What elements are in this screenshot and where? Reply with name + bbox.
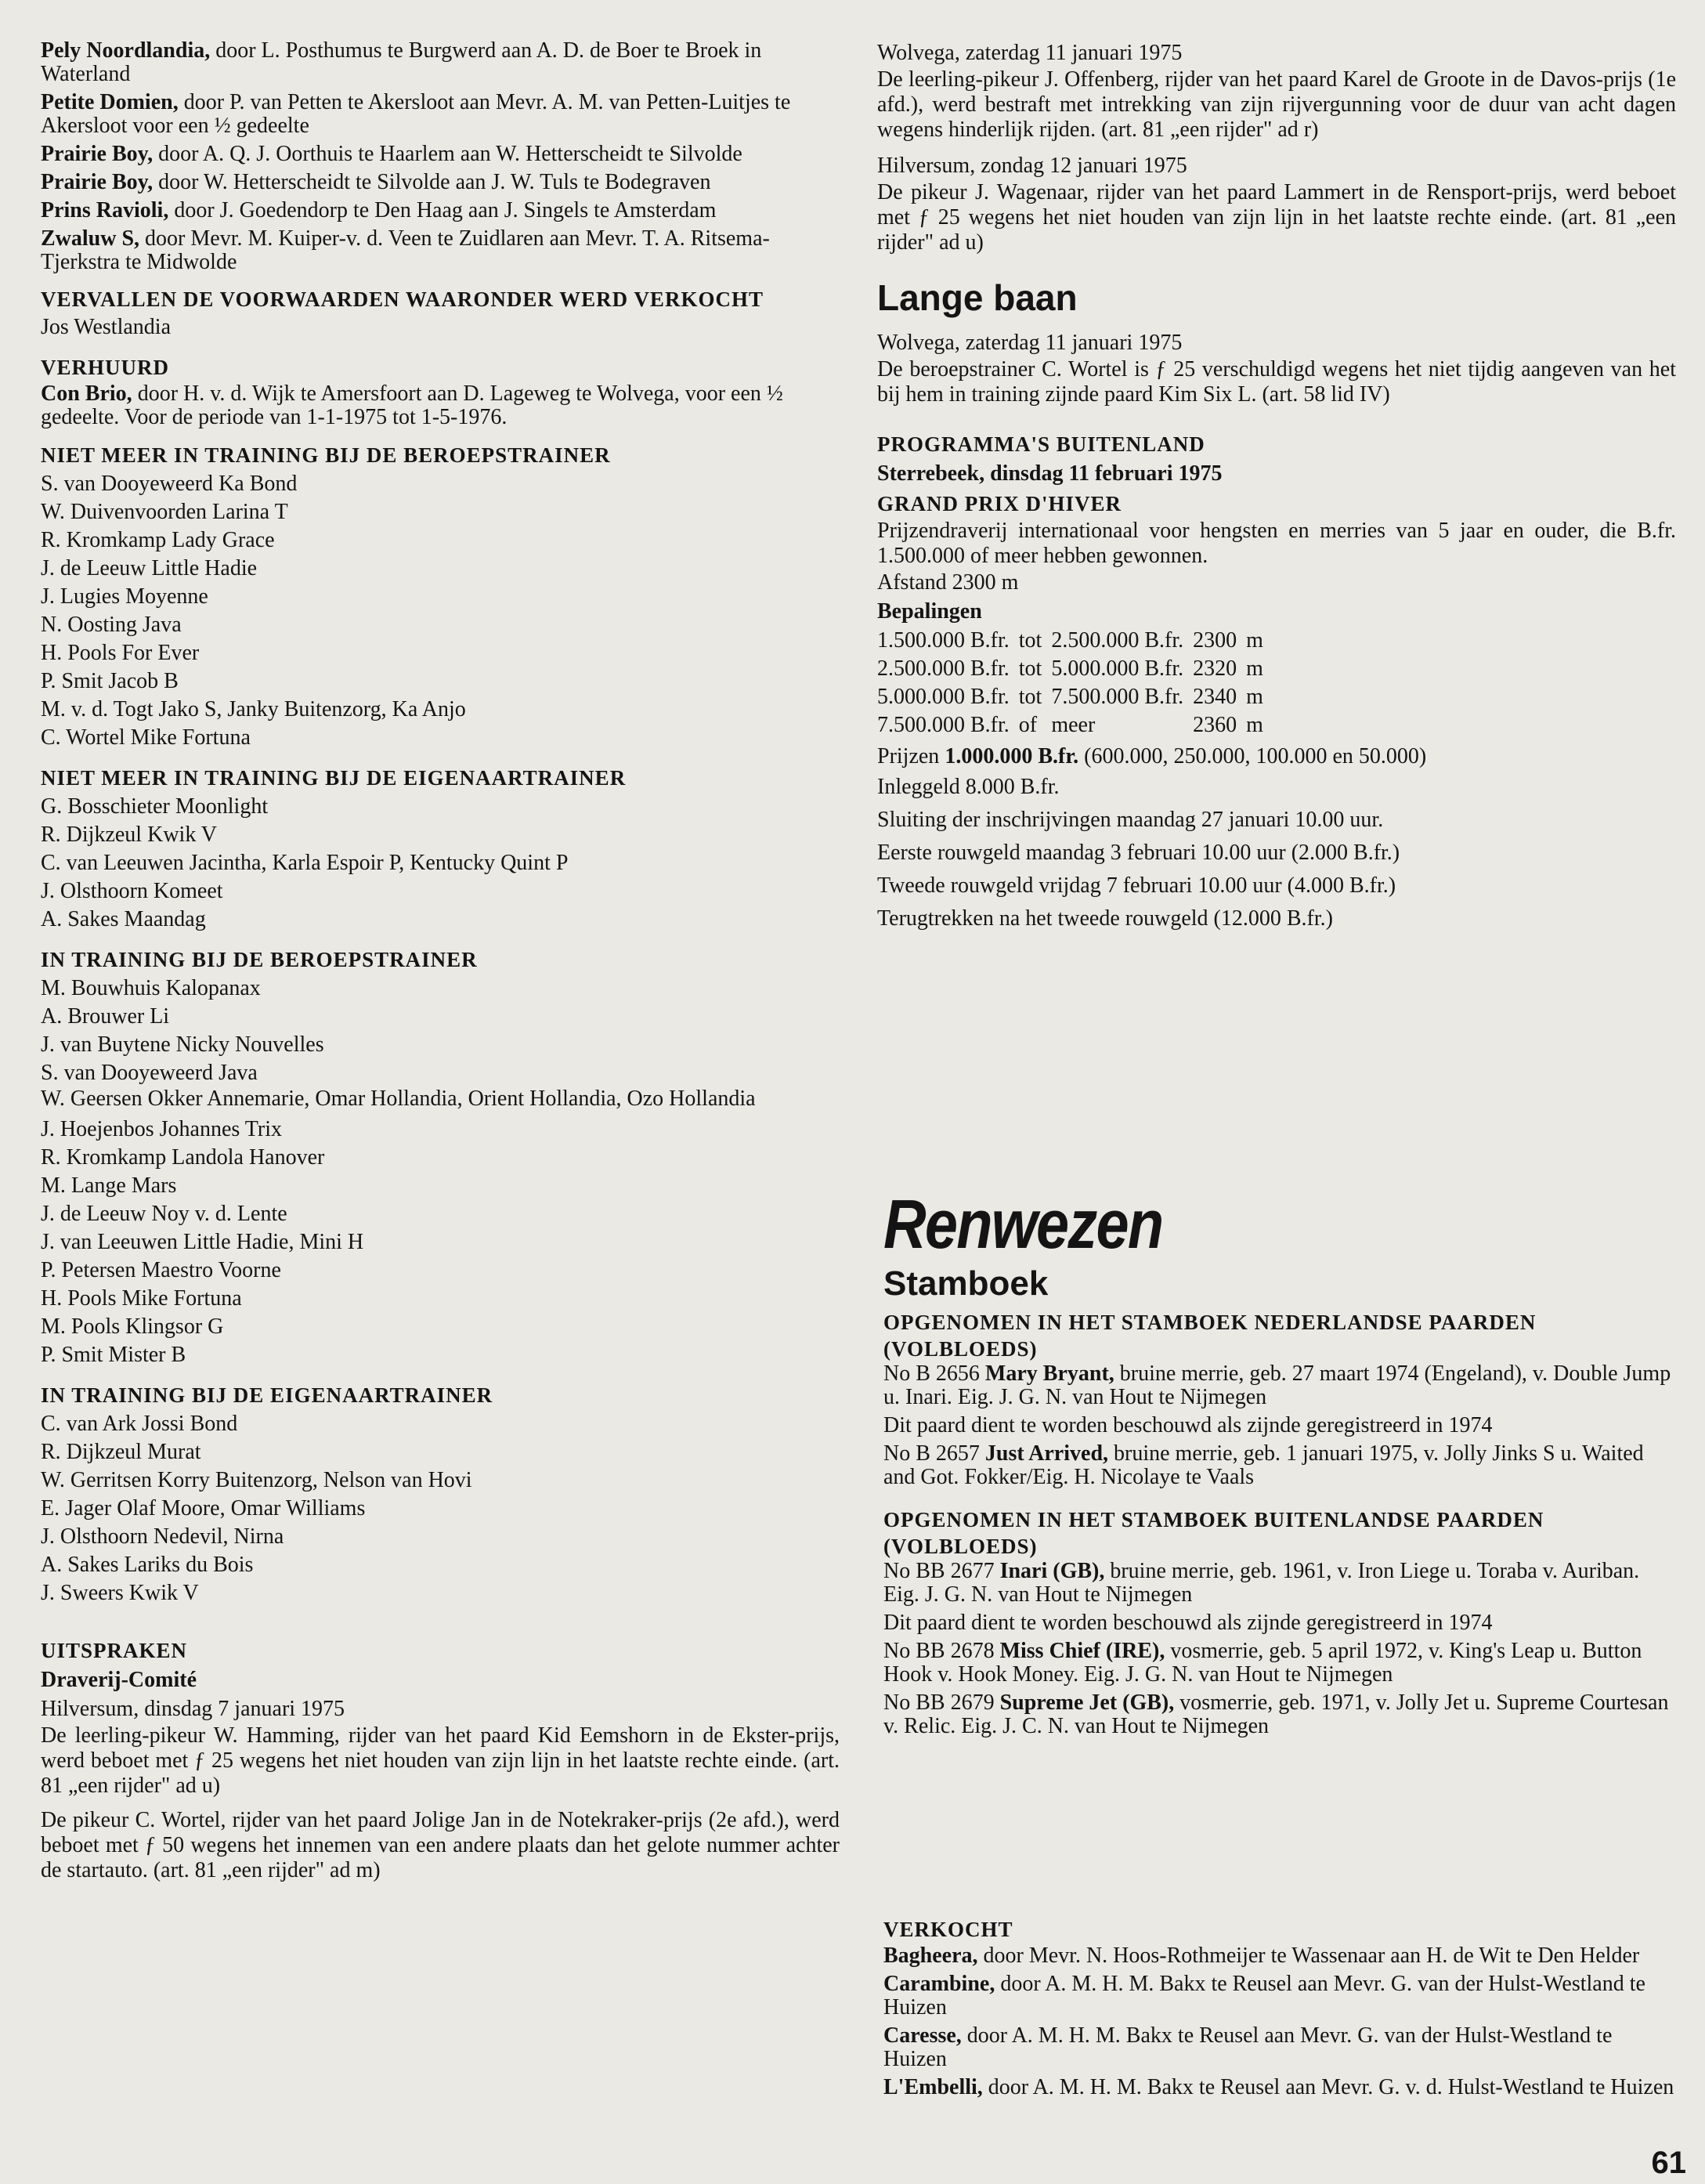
list-item: A. Sakes Maandag (41, 907, 206, 931)
paragraph: De pikeur C. Wortel, rijder van het paard Jolige Jan in de Notekraker-prijs (2e afd.), werd beboet met ƒ 50 wegens het innemen van een andere plaats dan het gelote nummer achter de startauto. (art. 81 „een rijder" ad m) (41, 1808, 840, 1882)
list-item: G. Bosschieter Moonlight (41, 794, 269, 819)
section-title: Lange baan (877, 277, 1078, 318)
paragraph: De leerling-pikeur J. Offenberg, rijder van het paard Karel de Groote in de Davos-prijs (1e afd.), werd bestraft met intrekking van zijn rijvergunning voor de duur van acht dagen wegens hinderlijk rijden. (art. 81 „een rijder" ad r) (877, 67, 1676, 142)
list-item: No B 2657 Just Arrived, bruine merrie, geb. 1 januari 1975, v. Jolly Jinks S u. Waited and Got. Fokker/Eig. H. Nicolaye te Vaals (883, 1441, 1644, 1489)
list-item: P. Petersen Maestro Voorne (41, 1258, 281, 1282)
list-item: Petite Domien, door P. van Petten te Akersloot aan Mevr. A. M. van Petten-Luitjes te Akersloot voor een ½ gedeelte (41, 90, 791, 138)
table-row: 1.500.000 B.fr. tot 2.500.000 B.fr. 2300 m (877, 628, 1263, 653)
list-item: N. Oosting Java (41, 613, 182, 637)
paragraph: Prijzendraverij internationaal voor hengsten en merries van 5 jaar en ouder, die B.fr. 1.500.000 of meer hebben gewonnen. (877, 519, 1676, 568)
left-column (41, 39, 840, 1886)
list-item: M. Pools Klingsor G (41, 1314, 224, 1339)
list-item: Jos Westlandia (41, 315, 171, 339)
list-item: J. de Leeuw Noy v. d. Lente (41, 1202, 287, 1226)
registry-list (883, 1362, 1676, 1489)
info-line: Terugtrekken na het tweede rouwgeld (12.000 B.fr.) (877, 906, 1333, 931)
info-line: Eerste rouwgeld maandag 3 februari 10.00 uur (2.000 B.fr.) (877, 841, 1400, 865)
section-heading: OPGENOMEN IN HET STAMBOEK BUITENLANDSE PAARDEN (VOLBLOEDS) (883, 1508, 1544, 1558)
section-heading: VERKOCHT (883, 1918, 1013, 1941)
list-item: No BB 2678 Miss Chief (IRE), vosmerrie, geb. 5 april 1972, v. King's Leap u. Button Hook v. Hook Money. Eig. J. G. N. van Hout te Nijmegen (883, 1639, 1642, 1687)
sold-list (883, 1944, 1676, 2099)
list-item: A. Sakes Lariks du Bois (41, 1553, 254, 1577)
distance-line: Afstand 2300 m (877, 570, 1019, 595)
list-item: A. Brouwer Li (41, 1004, 170, 1029)
list-item: C. van Ark Jossi Bond (41, 1412, 238, 1436)
list-item: J. de Leeuw Little Hadie (41, 556, 258, 580)
section-heading: VERVALLEN DE VOORWAARDEN WAARONDER WERD VERKOCHT (41, 287, 764, 311)
subheading: Bepalingen (877, 599, 982, 624)
page-number: 61 (1651, 2146, 1686, 2180)
table-row: 2.500.000 B.fr. tot 5.000.000 B.fr. 2320 m (877, 656, 1263, 681)
list-item: J. Hoejenbos Johannes Trix (41, 1117, 283, 1141)
subheading: Sterrebeek, dinsdag 11 februari 1975 (877, 461, 1223, 486)
right-column (877, 39, 1676, 935)
section-heading: IN TRAINING BIJ DE EIGENAARTRAINER (41, 1383, 493, 1407)
list-item: J. van Buytene Nicky Nouvelles (41, 1032, 324, 1057)
list-item: J. Sweers Kwik V (41, 1581, 199, 1605)
list-item: Prairie Boy, door W. Hetterscheidt te Silvolde aan J. W. Tuls te Bodegraven (41, 170, 711, 194)
list-item: J. Lugies Moyenne (41, 584, 208, 609)
section-title: Renwezen (883, 1185, 1163, 1263)
trainer-list (41, 974, 840, 1369)
list-item: Pely Noordlandia, door L. Posthumus te Burgwerd aan A. D. de Boer te Broek in Waterland (41, 38, 762, 86)
trainer-list (41, 470, 840, 752)
list-item: Prins Ravioli, door J. Goedendorp te Den Haag aan J. Singels te Amsterdam (41, 198, 717, 222)
list-item: H. Pools Mike Fortuna (41, 1286, 242, 1311)
list-item: Dit paard dient te worden beschouwd als zijnde geregistreerd in 1974 (883, 1413, 1493, 1437)
section-heading: NIET MEER IN TRAINING BIJ DE BEROEPSTRAINER (41, 443, 611, 467)
list-item: L'Embelli, door A. M. H. M. Bakx te Reusel aan Mevr. G. v. d. Hulst-Westland te Huizen (883, 2075, 1674, 2099)
section-heading: IN TRAINING BIJ DE BEROEPSTRAINER (41, 948, 478, 971)
list-item: M. Bouwhuis Kalopanax (41, 976, 261, 1000)
section-heading: OPGENOMEN IN HET STAMBOEK NEDERLANDSE PAARDEN (VOLBLOEDS) (883, 1311, 1537, 1361)
renwezen-section (883, 1187, 1676, 1743)
registry-list (883, 1560, 1676, 1738)
list-item: W. Duivenvoorden Larina T (41, 500, 288, 524)
section-heading: GRAND PRIX D'HIVER (877, 492, 1122, 515)
list-item: P. Smit Mister B (41, 1343, 186, 1367)
sold-list (41, 39, 840, 274)
list-item: Prairie Boy, door A. Q. J. Oorthuis te Haarlem aan W. Hetterscheidt te Silvolde (41, 142, 742, 166)
list-item: R. Kromkamp Lady Grace (41, 528, 275, 552)
list-item: S. van Dooyeweerd Ka Bond (41, 472, 298, 496)
list-item: R. Kromkamp Landola Hanover (41, 1145, 325, 1170)
list-item: J. Olsthoorn Komeet (41, 879, 223, 903)
paragraph: De leerling-pikeur W. Hamming, rijder van het paard Kid Eemshorn in de Ekster-prijs, werd beboet met ƒ 25 wegens het niet houden van zijn lijn in het laatste rechte einde. (art. 81 „een rijder" ad u) (41, 1723, 840, 1798)
list-item: C. Wortel Mike Fortuna (41, 725, 251, 750)
list-item: C. van Leeuwen Jacintha, Karla Espoir P, Kentucky Quint P (41, 851, 569, 875)
verkocht-section (883, 1915, 1676, 2104)
list-item: E. Jager Olaf Moore, Omar Williams (41, 1496, 366, 1520)
list-item: M. Lange Mars (41, 1173, 177, 1198)
date-line: Hilversum, zondag 12 januari 1975 (877, 154, 1187, 178)
subheading: Draverij-Comité (41, 1668, 197, 1692)
distance-table (877, 627, 1273, 739)
list-item: R. Dijkzeul Kwik V (41, 823, 218, 847)
section-heading: UITSPRAKEN (41, 1639, 188, 1662)
info-line: Inleggeld 8.000 B.fr. (877, 775, 1060, 799)
list-item: J. van Leeuwen Little Hadie, Mini H (41, 1230, 364, 1254)
info-line: Sluiting der inschrijvingen maandag 27 januari 10.00 uur. (877, 808, 1384, 832)
list-item: No BB 2677 Inari (GB), bruine merrie, geb. 1961, v. Iron Liege u. Toraba v. Auriban. Eig. J. G. N. van Hout te Nijmegen (883, 1559, 1640, 1607)
list-item: M. v. d. Togt Jako S, Janky Buitenzorg, Ka Anjo (41, 697, 466, 721)
list-item: H. Pools For Ever (41, 641, 200, 665)
list-item: P. Smit Jacob B (41, 669, 179, 693)
list-item: R. Dijkzeul Murat (41, 1440, 201, 1464)
section-heading: PROGRAMMA'S BUITENLAND (877, 432, 1205, 456)
list-item: No BB 2679 Supreme Jet (GB), vosmerrie, geb. 1971, v. Jolly Jet u. Supreme Courtesan v. Relic. Eig. J. C. N. van Hout te Nijmegen (883, 1690, 1669, 1738)
list-item: W. Gerritsen Korry Buitenzorg, Nelson van Hovi (41, 1468, 472, 1492)
list-item: Con Brio, door H. v. d. Wijk te Amersfoort aan D. Lageweg te Wolvega, voor een ½ gedeelte. Voor de periode van 1-1-1975 tot 1-5-1976. (41, 381, 783, 429)
list-item: Zwaluw S, door Mevr. M. Kuiper-v. d. Veen te Zuidlaren aan Mevr. T. A. Ritsema-Tjerkstra te Midwolde (41, 226, 770, 274)
trainer-list (41, 1410, 840, 1607)
date-line: Wolvega, zaterdag 11 januari 1975 (877, 41, 1183, 65)
date-line: Wolvega, zaterdag 11 januari 1975 (877, 331, 1183, 355)
table-row: 7.500.000 B.fr. of meer 2360 m (877, 713, 1263, 737)
list-item: W. Geersen Okker Annemarie, Omar Hollandia, Orient Hollandia, Ozo Hollandia (41, 1087, 756, 1111)
list-item: Caresse, door A. M. H. M. Bakx te Reusel aan Mevr. G. van der Hulst-Westland te Huizen (883, 2023, 1613, 2071)
paragraph: De pikeur J. Wagenaar, rijder van het paard Lammert in de Rensport-prijs, werd beboet met ƒ 25 wegens het niet houden van zijn lijn in het laatste rechte einde. (art. 81 „een rijder" ad u) (877, 180, 1676, 255)
info-line: Tweede rouwgeld vrijdag 7 februari 10.00 uur (4.000 B.fr.) (877, 873, 1396, 898)
paragraph: De beroepstrainer C. Wortel is ƒ 25 verschuldigd wegens het niet tijdig aangeven van het bij hem in training zijnde paard Kim Six L. (art. 58 lid IV) (877, 357, 1676, 407)
list-item: Carambine, door A. M. H. M. Bakx te Reusel aan Mevr. G. van der Hulst-Westland te Huizen (883, 1972, 1645, 2019)
list-item: Bagheera, door Mevr. N. Hoos-Rothmeijer te Wassenaar aan H. de Wit te Den Helder (883, 1944, 1640, 1968)
date-line: Hilversum, dinsdag 7 januari 1975 (41, 1697, 345, 1721)
list-item: Dit paard dient te worden beschouwd als zijnde geregistreerd in 1974 (883, 1611, 1493, 1635)
subheading: Stamboek (883, 1264, 1049, 1303)
section-heading: VERHUURD (41, 356, 170, 379)
list-item: S. van Dooyeweerd Java (41, 1061, 258, 1085)
section-heading: NIET MEER IN TRAINING BIJ DE EIGENAARTRAINER (41, 766, 627, 790)
table-row: 5.000.000 B.fr. tot 7.500.000 B.fr. 2340 m (877, 685, 1263, 709)
list-item: J. Olsthoorn Nedevil, Nirna (41, 1524, 284, 1549)
prize-line: Prijzen 1.000.000 B.fr. (600.000, 250.000, 100.000 en 50.000) (877, 744, 1427, 768)
list-item: No B 2656 Mary Bryant, bruine merrie, geb. 27 maart 1974 (Engeland), v. Double Jump u. Inari. Eig. J. G. N. van Hout te Nijmegen (883, 1361, 1671, 1409)
trainer-list (41, 793, 840, 934)
